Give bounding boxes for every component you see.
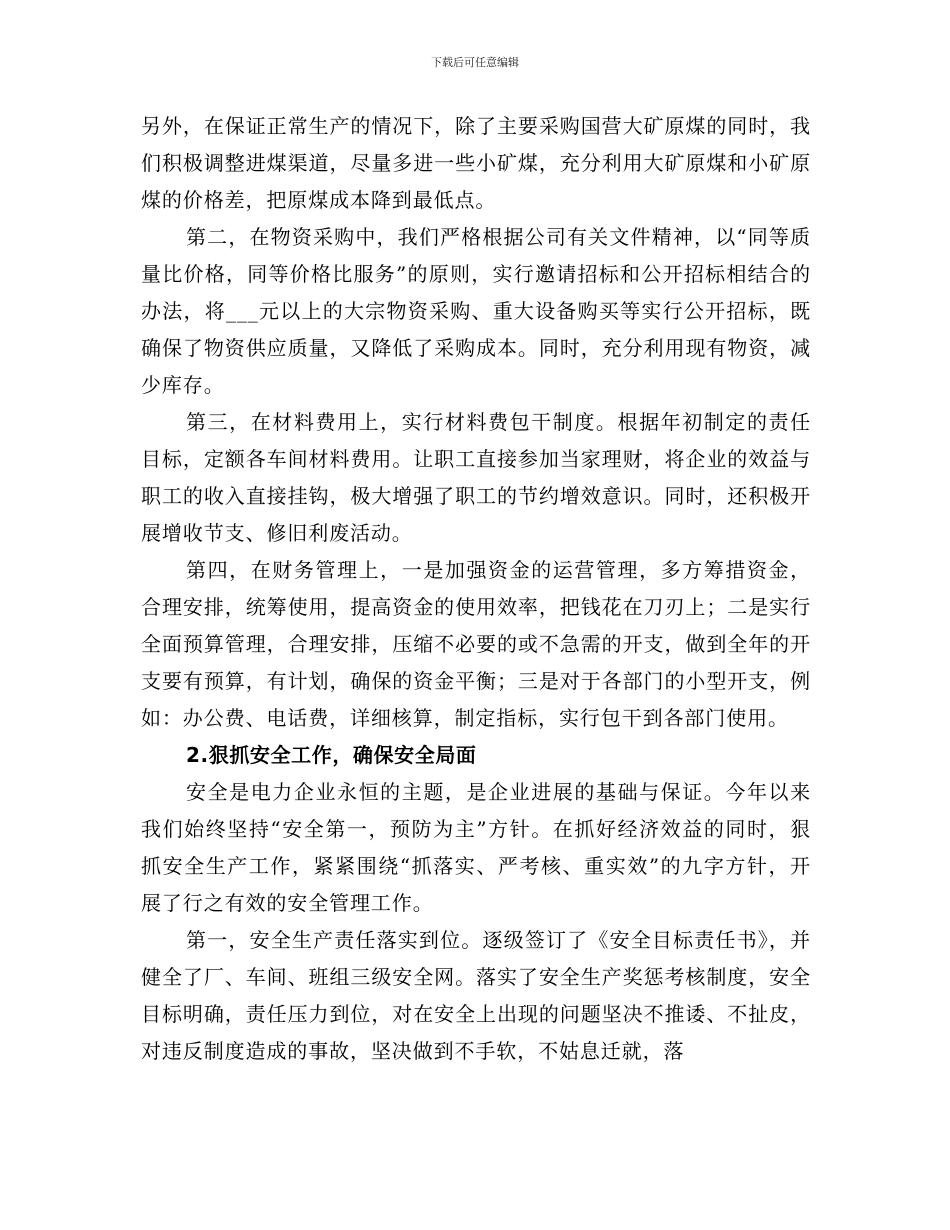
section-heading: 2.狠抓安全工作，确保安全局面 — [186, 743, 477, 767]
paragraph-continuation: 另外，在保证正常生产的情况下，除了主要采购国营大矿原煤的同时，我们积极调整进煤渠道，尽量多进一些小矿煤，充分利用大矿原煤和小矿原煤的价格差，把原煤成本降到最低点。 — [141, 114, 811, 212]
page-header: 下载后可任意编辑 — [431, 56, 519, 69]
paragraph-materials: 第三，在材料费用上，实行材料费包干制度。根据年初制定的责任目标，定额各车间材料费用。让职工直接参加当家理财，将企业的效益与职工的收入直接挂钩，极大增强了职工的节约增效意识。同时，还积极开展增收节支、修旧利废活动。 — [141, 410, 811, 545]
paragraph-finance: 第四，在财务管理上，一是加强资金的运营管理，多方筹措资金，合理安排，统筹使用，提高资金的使用效率，把钱花在刀刃上；二是实行全面预算管理，合理安排，压缩不必要的或不急需的开支，做到全年的开支要有预算，有计划，确保的资金平衡；三是对于各部门的小型开支，例如：办公费、电话费，详细核算，制定指标，实行包干到各部门使用。 — [141, 558, 811, 730]
document-body — [141, 108, 811, 1070]
paragraph-procurement: 第二，在物资采购中，我们严格根据公司有关文件精神，以“同等质量比价格，同等价格比服务”的原则，实行邀请招标和公开招标相结合的办法，将___元以上的大宗物资采购、重大设备购买等实行公开招标，既确保了物资供应质量，又降低了采购成本。同时，充分利用现有物资，减少库存。 — [141, 225, 811, 397]
paragraph-safety-intro: 安全是电力企业永恒的主题，是企业进展的基础与保证。今年以来我们始终坚持“安全第一，预防为主”方针。在抓好经济效益的同时，狠抓安全生产工作，紧紧围绕“抓落实、严考核、重实效”的九字方针，开展了行之有效的安全管理工作。 — [141, 780, 811, 915]
paragraph-safety-responsibility: 第一，安全生产责任落实到位。逐级签订了《安全目标责任书》，并健全了厂、车间、班组三级安全网。落实了安全生产奖惩考核制度，安全目标明确，责任压力到位，对在安全上出现的问题坚决不推诿、不扯皮，对违反制度造成的事故，坚决做到不手软，不姑息迁就，落 — [141, 928, 811, 1063]
